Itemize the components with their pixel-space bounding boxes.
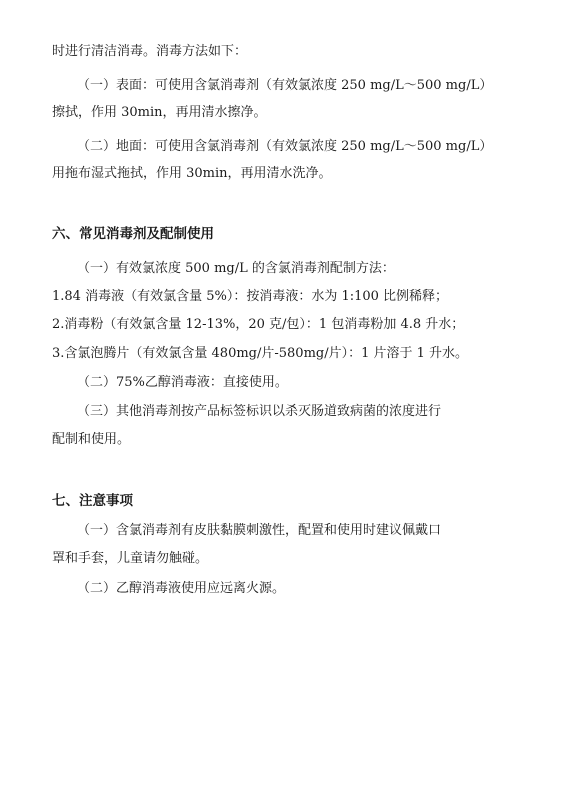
section-heading-6: 六、常见消毒剂及配制使用 bbox=[52, 226, 214, 242]
paragraph-continuation: 时进行清洁消毒。消毒方法如下： bbox=[52, 44, 248, 59]
floor-disinfection-line-2: 用拖布湿式拖拭，作用 30min，再用清水洗净。 bbox=[52, 166, 332, 181]
prep-item-powder: 2.消毒粉（有效氯含量 12-13%，20 克/包）：1 包消毒粉加 4.8 升水； bbox=[52, 317, 465, 332]
surface-disinfection-line-1: （一）表面：可使用含氯消毒剂（有效氯浓度 250 mg/L～500 mg/L） bbox=[77, 78, 493, 93]
ethanol-usage: （二）75%乙醇消毒液：直接使用。 bbox=[77, 375, 288, 390]
section-heading-7: 七、注意事项 bbox=[52, 493, 133, 509]
other-disinfectants-line-2: 配制和使用。 bbox=[52, 432, 131, 447]
other-disinfectants-line-1: （三）其他消毒剂按产品标签标识以杀灭肠道致病菌的浓度进行 bbox=[77, 404, 442, 419]
chlorine-caution-line-2: 罩和手套，儿童请勿触碰。 bbox=[52, 551, 209, 566]
prep-item-84-solution: 1.84 消毒液（有效氯含量 5%）：按消毒液：水为 1:100 比例稀释； bbox=[52, 289, 449, 304]
surface-disinfection-line-2: 擦拭，作用 30min，再用清水擦净。 bbox=[52, 105, 267, 120]
chlorine-caution-line-1: （一）含氯消毒剂有皮肤黏膜刺激性，配置和使用时建议佩戴口 bbox=[77, 523, 442, 538]
ethanol-caution: （二）乙醇消毒液使用应远离火源。 bbox=[77, 581, 286, 596]
disinfectant-prep-intro: （一）有效氯浓度 500 mg/L 的含氯消毒剂配制方法： bbox=[77, 261, 395, 276]
prep-item-tablet: 3.含氯泡腾片（有效氯含量 480mg/片-580mg/片）：1 片溶于 1 升水。 bbox=[52, 346, 469, 361]
floor-disinfection-line-1: （二）地面：可使用含氯消毒剂（有效氯浓度 250 mg/L～500 mg/L） bbox=[77, 139, 493, 154]
